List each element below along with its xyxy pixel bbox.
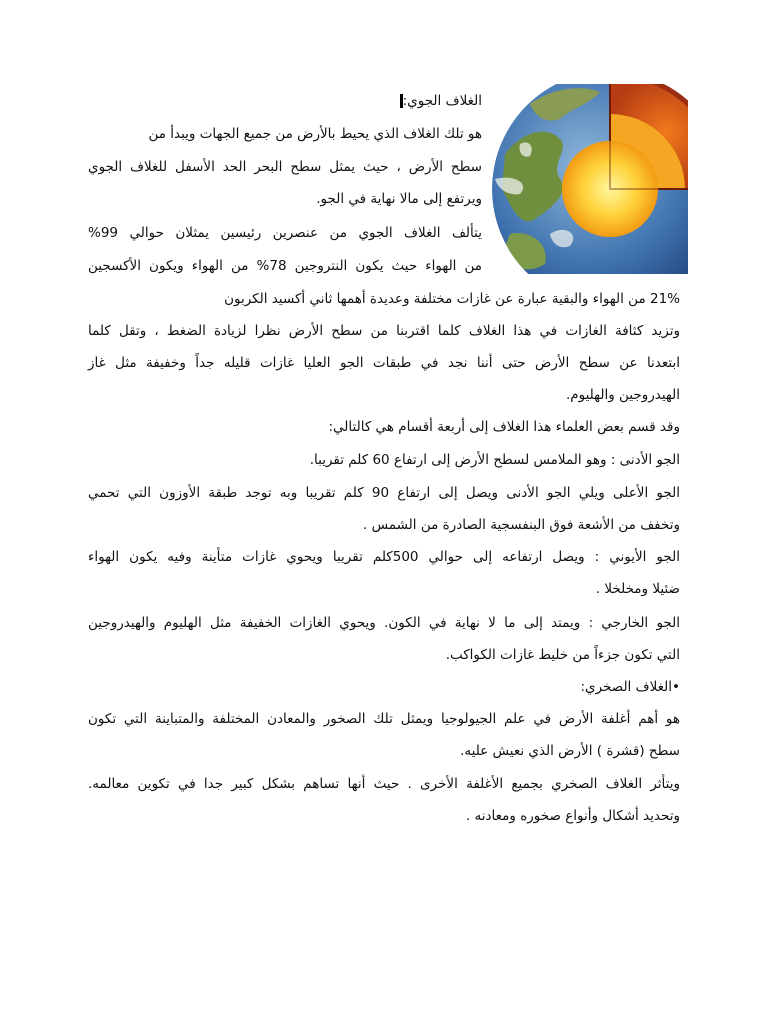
heading-atmosphere: الغلاف الجوي: xyxy=(88,92,482,110)
earth-layers-image xyxy=(490,84,688,274)
paragraph-line: الجو الخارجي : ويمتد إلى ما لا نهاية في الكون. ويحوي الغازات الخفيفة مثل الهليوم والهيدروجين xyxy=(88,615,680,631)
paragraph-line: سطح (قشرة ) الأرض الذي نعيش عليه. xyxy=(460,743,680,759)
heading-lithosphere: • الغلاف الصخري: xyxy=(88,678,680,696)
paragraph-line: ضئيلا ومخلخلا . xyxy=(595,581,680,597)
paragraph-line: التي تكون جزءاً من خليط غازات الكواكب. xyxy=(445,647,680,663)
paragraph-line: وتحديد أشكال وأنواع صخوره ومعادنه . xyxy=(465,808,680,824)
paragraph-line: وتزيد كثافة الغازات في هذا الغلاف كلما اقتربنا من سطح الأرض نظرا لزيادة الضغط ، وتقل كلما xyxy=(88,323,680,339)
paragraph-line: وتخفف من الأشعة فوق البنفسجية الصادرة من الشمس . xyxy=(363,517,680,533)
paragraph-line: يتألف الغلاف الجوي من عنصرين رئيسين يمثلان حوالي 99% xyxy=(88,225,482,241)
paragraph-line: ويرتفع إلى مالا نهاية في الجو. xyxy=(316,191,482,207)
paragraph-line: وقد قسم بعض العلماء هذا الغلاف إلى أربعة أقسام هي كالتالي: xyxy=(328,419,680,435)
paragraph-line: ويتأثر الغلاف الصخري بجميع الأغلفة الأخرى . حيث أنها تساهم بشكل كبير جدا في تكوين معالمه. xyxy=(88,776,680,792)
paragraph-line: الجو الأيوني : ويصل ارتفاعه إلى حوالي 500كلم تقريبا ويحوي غازات متأينة وفيه يكون الهواء xyxy=(88,549,680,565)
paragraph-line: من الهواء حيث يكون النتروجين 78% من الهواء ويكون الأكسجين xyxy=(88,258,483,274)
paragraph-line: سطح الأرض ، حيث يمثل سطح البحر الحد الأسفل للغلاف الجوي xyxy=(88,159,482,175)
paragraph-line: ابتعدنا عن سطح الأرض حتى أننا نجد في طبقات الجو العليا غازات قليله جداً وخفيفة مثل غاز xyxy=(88,355,680,371)
paragraph-line: هو تلك الغلاف الذي يحيط بالأرض من جميع الجهات ويبدأ من xyxy=(148,126,482,142)
paragraph-line: الجو الأعلى ويلي الجو الأدنى ويصل إلى ارتفاع 90 كلم تقريبا وبه توجد طبقة الأوزون التي تحمي xyxy=(88,485,680,501)
paragraph-line: 21% من الهواء والبقية عبارة عن غازات مختلفة وعديدة أهمها ثاني أكسيد الكربون xyxy=(224,291,680,307)
paragraph-line: الجو الأدنى : وهو الملامس لسطح الأرض إلى ارتفاع 60 كلم تقريبا. xyxy=(309,452,680,468)
paragraph-line: هو أهم أغلفة الأرض في علم الجيولوجيا ويمثل تلك الصخور والمعادن المختلفة والمتباينة التي تكون xyxy=(88,711,680,727)
paragraph-line: الهيدروجين والهليوم. xyxy=(565,387,680,403)
